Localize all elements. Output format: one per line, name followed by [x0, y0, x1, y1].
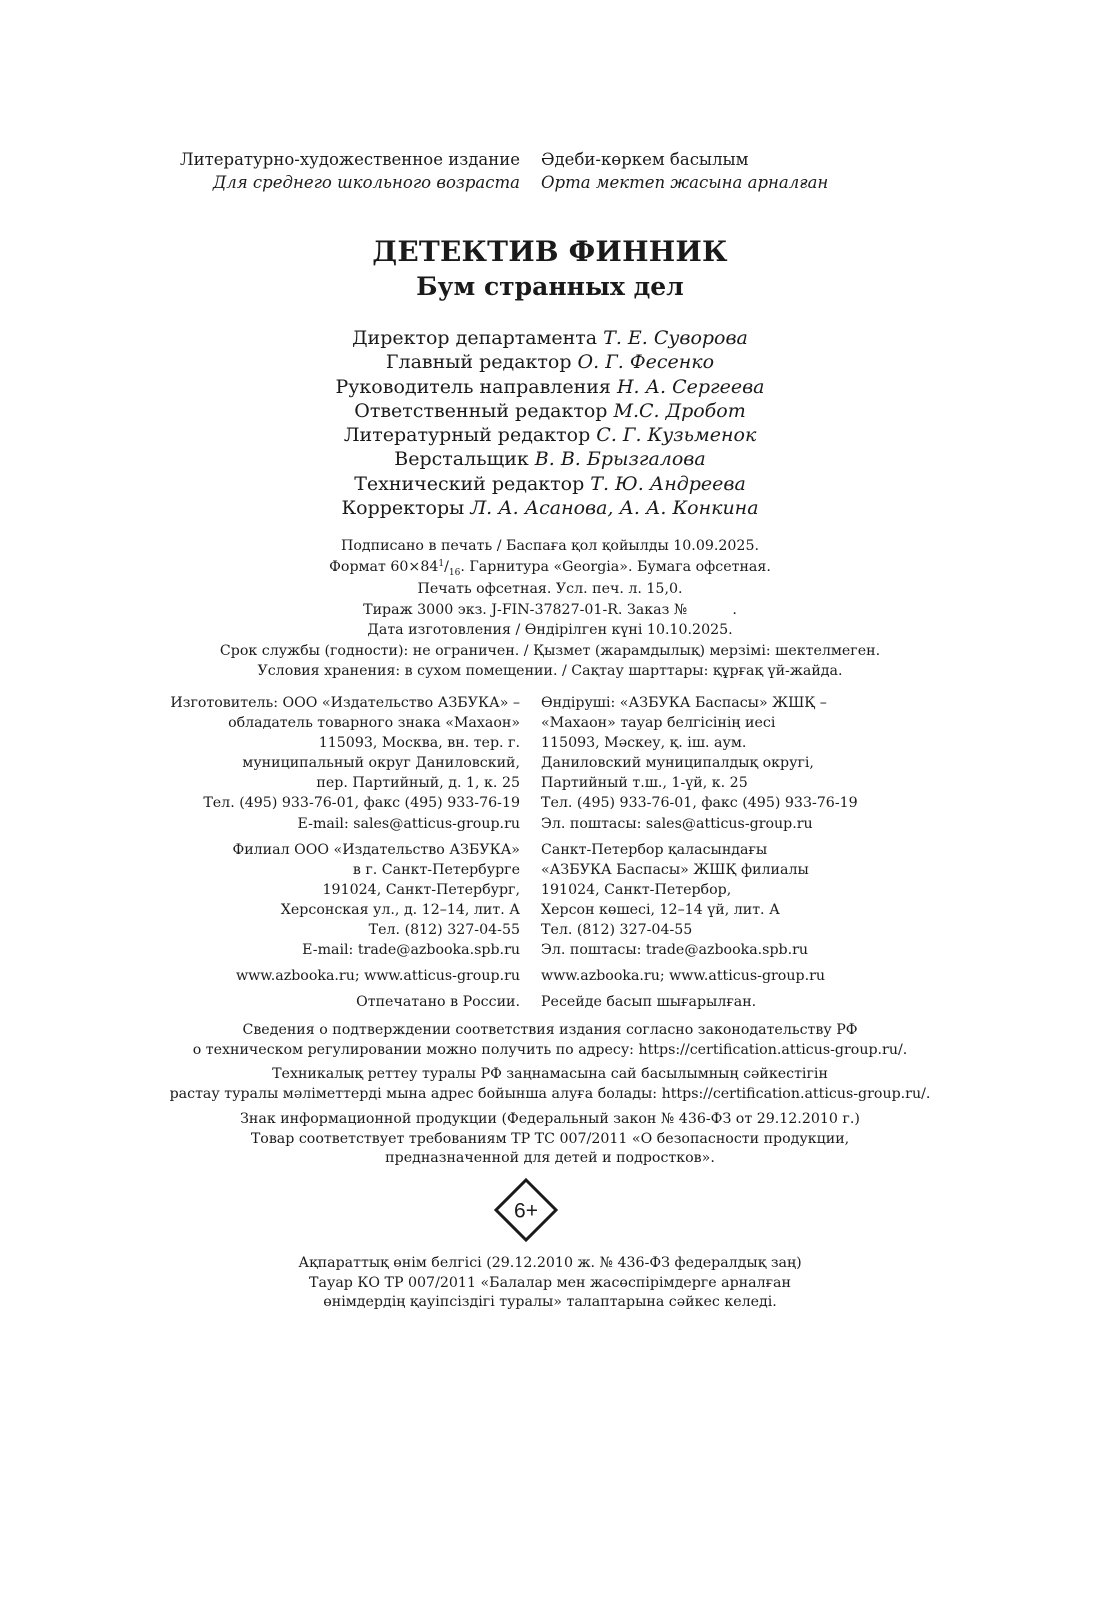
info-sign-kz — [0, 1254, 1100, 1313]
branch-left-line: Тел. (812) 327-04-55 — [368, 922, 520, 939]
branch-right-line: Тел. (812) 327-04-55 — [541, 922, 693, 939]
certification-ru-line1: Сведения о подтверждении соответствия издания согласно законодательству РФ — [242, 1022, 858, 1038]
info-sign-kz-line3: өнімдердің қауіпсіздігі туралы» талаптарына сәйкес келеді. — [323, 1294, 777, 1310]
staff-credits — [0, 326, 1100, 520]
staff-name: Н. А. Сергеева — [616, 375, 765, 398]
publisher-left-column — [170, 693, 520, 1012]
format-sub: 16 — [448, 567, 461, 578]
publisher-right-column — [541, 693, 858, 1012]
info-sign-kz-line1: Ақпараттық өнім белгісі (29.12.2010 ж. № 436-ФЗ федералдық заң) — [298, 1255, 802, 1271]
staff-line — [0, 496, 1100, 520]
genre-left — [180, 148, 520, 194]
staff-role: Руководитель направления — [335, 375, 617, 398]
certification-kz-line2: растау туралы мәліметтерді мына адрес бойынша алуға болады: https://certification.atticus-group.ru/. — [169, 1085, 931, 1102]
publisher-left-line: обладатель товарного знака «Махаон» — [228, 715, 520, 732]
staff-role: Директор департамента — [352, 327, 604, 349]
signed-line: Подписано в печать / Баспаға қол қойылды 10.09.2025. — [340, 538, 759, 554]
age-rating-label: 6+ — [514, 1199, 538, 1223]
format-slash: / — [444, 558, 449, 575]
certification-kz — [0, 1065, 1100, 1104]
storage-line: Условия хранения: в сухом помещении. / Сақтау шарттары: құрғақ үй-жайда. — [257, 663, 843, 679]
info-sign-ru-line1: Знак информационной продукции (Федеральный закон № 436-ФЗ от 29.12.2010 г.) — [240, 1111, 860, 1127]
certification-ru-line2: о техническом регулировании можно получить по адресу: https://certification.atticus-group.ru/. — [192, 1041, 908, 1058]
publisher-left-line: пер. Партийный, д. 1, к. 25 — [316, 775, 520, 792]
staff-role: Литературный редактор — [343, 424, 597, 447]
publisher-left-line: Тел. (495) 933-76-01, факс (495) 933-76-19 — [203, 795, 520, 812]
branch-left-line: Херсонская ул., д. 12–14, лит. А — [280, 901, 520, 918]
staff-line — [0, 350, 1100, 374]
staff-line — [0, 472, 1100, 496]
date-line: Дата изготовления / Өндірілген күні 10.10.2025. — [367, 622, 733, 638]
staff-name: С. Г. Кузьменок — [596, 424, 757, 447]
staff-name: Л. А. Асанова, А. А. Конкина — [470, 497, 759, 520]
staff-role: Технический редактор — [354, 472, 591, 495]
branch-left-email: E-mail: trade@azbooka.spb.ru — [302, 942, 520, 959]
imprint-details — [0, 536, 1100, 682]
publisher-right-line: Өндіруші: «АЗБУКА Баспасы» ЖШҚ – — [541, 695, 827, 711]
genre-right-line2: Орта мектеп жасына арналған — [541, 173, 829, 192]
branch-right-line: 191024, Санкт-Петербор, — [541, 881, 732, 898]
genre-left-line2: Для среднего школьного возраста — [212, 173, 520, 192]
publisher-left-line: 115093, Москва, вн. тер. г. — [318, 735, 520, 752]
run-line: Тираж 3000 экз. J-FIN-37827-01-R. Заказ № . — [363, 601, 737, 618]
format-line — [0, 557, 1100, 580]
staff-role: Верстальщик — [394, 448, 535, 471]
staff-name: О. Г. Фесенко — [577, 351, 715, 374]
publisher-right-line: Даниловский муниципалдық округі, — [541, 755, 814, 772]
certification-ru — [0, 1021, 1100, 1060]
format-sup: 1 — [438, 558, 445, 569]
publisher-right-line: «Махаон» тауар белгісінің иесі — [541, 715, 776, 732]
info-sign-ru-line3: предназначенной для детей и подростков». — [385, 1150, 715, 1166]
genre-right-line1: Әдеби-көркем басылым — [541, 150, 749, 169]
publisher-right-line: Тел. (495) 933-76-01, факс (495) 933-76-19 — [541, 795, 858, 812]
staff-line — [0, 447, 1100, 471]
staff-name: Т. Е. Суворова — [603, 327, 748, 349]
certification-kz-line1: Техникалық реттеу туралы РФ заңнамасына сай басылымның сәйкестігін — [272, 1066, 828, 1082]
printed-in-left: Отпечатано в России. — [356, 994, 520, 1011]
publisher-right-line: 115093, Мәскеу, қ. іш. аум. — [541, 735, 747, 752]
staff-name: М.С. Дробот — [613, 399, 746, 422]
publisher-right-email: Эл. поштасы: sales@atticus-group.ru — [541, 815, 813, 832]
book-subtitle: Бум странных дел — [416, 272, 684, 301]
info-sign-ru-line2: Товар соответствует требованиям ТР ТС 007/2011 «О безопасности продукции, — [250, 1130, 850, 1147]
publisher-left-line: муниципальный округ Даниловский, — [242, 755, 520, 772]
branch-right-line: Херсон көшесі, 12–14 үй, лит. А — [541, 901, 780, 918]
staff-name: В. В. Брызгалова — [534, 448, 706, 471]
branch-left-line: 191024, Санкт-Петербург, — [322, 881, 520, 898]
staff-line — [0, 326, 1100, 350]
staff-role: Главный редактор — [385, 351, 578, 374]
title-block — [0, 234, 1100, 304]
format-suffix: . Гарнитура «Georgia». Бумага офсетная. — [460, 558, 771, 575]
staff-line — [0, 375, 1100, 399]
publisher-right-line: Партийный т.ш., 1-үй, к. 25 — [541, 775, 748, 792]
branch-right-line: «АЗБУКА Баспасы» ЖШҚ филиалы — [541, 861, 809, 878]
book-title: ДЕТЕКТИВ ФИННИК — [372, 235, 728, 268]
staff-line — [0, 423, 1100, 447]
staff-role: Ответственный редактор — [354, 399, 614, 422]
format-prefix: Формат 60×84 — [329, 558, 439, 575]
staff-role: Корректоры — [341, 497, 471, 520]
website-right: www.azbooka.ru; www.atticus-group.ru — [541, 968, 825, 985]
branch-right-email: Эл. поштасы: trade@azbooka.spb.ru — [541, 942, 809, 959]
website-left: www.azbooka.ru; www.atticus-group.ru — [236, 968, 520, 985]
branch-right-line: Санкт-Петербор қаласындағы — [541, 841, 768, 858]
branch-left-line: в г. Санкт-Петербурге — [352, 861, 520, 878]
printed-in-right: Ресейде басып шығарылған. — [541, 994, 757, 1011]
genre-left-line1: Литературно-художественное издание — [179, 150, 520, 169]
print-line: Печать офсетная. Усл. печ. л. 15,0. — [417, 581, 683, 597]
publisher-left-email: E-mail: sales@atticus-group.ru — [297, 815, 520, 832]
staff-line — [0, 399, 1100, 423]
staff-name: Т. Ю. Андреева — [590, 472, 746, 495]
info-sign-kz-line2: Тауар КО ТР 007/2011 «Балалар мен жасөспірімдерге арналған — [309, 1274, 791, 1291]
branch-left-line: Филиал ООО «Издательство АЗБУКА» — [232, 841, 520, 858]
service-line: Срок службы (годности): не ограничен. / Қызмет (жарамдылық) мерзімі: шектелмеген. — [219, 642, 881, 659]
genre-right — [541, 148, 828, 194]
info-sign-ru — [0, 1110, 1100, 1169]
publisher-left-line: Изготовитель: ООО «Издательство АЗБУКА» – — [170, 695, 520, 711]
age-rating-badge-icon — [494, 1178, 558, 1242]
